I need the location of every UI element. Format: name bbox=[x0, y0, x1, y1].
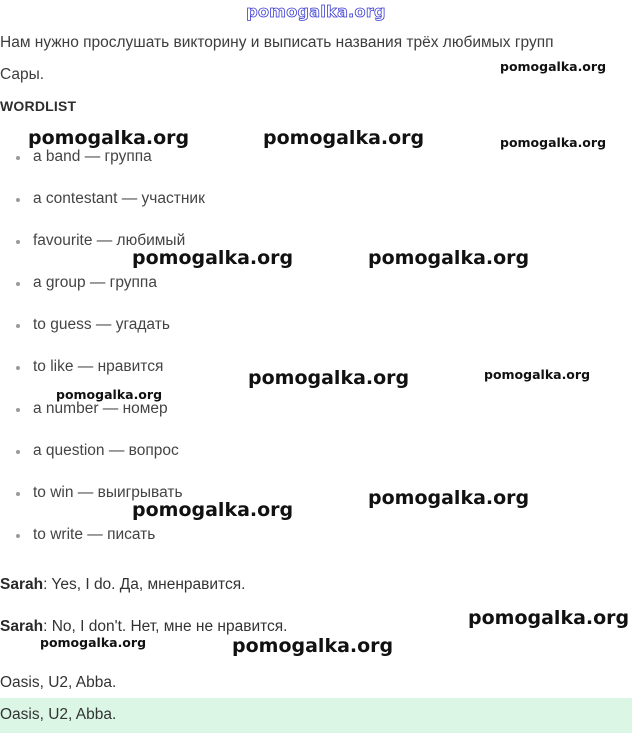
site-logo[interactable]: pomogalka.org bbox=[246, 2, 386, 21]
speaker-name: Sarah bbox=[0, 576, 44, 593]
watermark: pomogalka.org bbox=[500, 59, 607, 74]
intro-text: Нам нужно прослушать викторину и выписать названия трёх любимых групп bbox=[0, 34, 554, 51]
dialog-text: : Yes, I do. Да, мненравится. bbox=[43, 576, 246, 593]
watermark: pomogalka.org bbox=[500, 135, 607, 150]
bullet-icon bbox=[16, 450, 20, 454]
bullet-icon bbox=[16, 534, 20, 538]
watermark: pomogalka.org bbox=[232, 635, 394, 657]
watermark: pomogalka.org bbox=[132, 247, 294, 269]
bullet-icon bbox=[16, 366, 20, 370]
intro-text-continued: Сары. bbox=[0, 66, 45, 83]
speaker-name: Sarah bbox=[0, 618, 44, 635]
answer-highlighted-text: Oasis, U2, Abba. bbox=[0, 706, 117, 723]
watermark: pomogalka.org bbox=[56, 387, 163, 402]
watermark: pomogalka.org bbox=[248, 367, 410, 389]
bullet-icon bbox=[16, 324, 20, 328]
wordlist-heading: WORDLIST bbox=[0, 98, 77, 114]
watermark: pomogalka.org bbox=[132, 499, 294, 521]
watermark: pomogalka.org bbox=[368, 247, 530, 269]
bullet-icon bbox=[16, 492, 20, 496]
answer-highlight-box bbox=[0, 698, 632, 733]
answer-text: Oasis, U2, Abba. bbox=[0, 674, 117, 691]
bullet-icon bbox=[16, 408, 20, 412]
watermark: pomogalka.org bbox=[263, 127, 425, 149]
bullet-icon bbox=[16, 198, 20, 202]
watermark: pomogalka.org bbox=[40, 635, 147, 650]
dialog-text: : No, I don't. Нет, мне не нравится. bbox=[43, 618, 288, 635]
bullet-icon bbox=[16, 282, 20, 286]
watermark: pomogalka.org bbox=[468, 607, 630, 629]
bullet-icon bbox=[16, 156, 20, 160]
bullet-icon bbox=[16, 240, 20, 244]
watermark: pomogalka.org bbox=[28, 127, 190, 149]
dialog-line bbox=[0, 618, 287, 636]
image-splice-artifact bbox=[0, 546, 632, 554]
watermark: pomogalka.org bbox=[484, 367, 591, 382]
watermark: pomogalka.org bbox=[368, 487, 530, 509]
dialog-line bbox=[0, 576, 245, 594]
